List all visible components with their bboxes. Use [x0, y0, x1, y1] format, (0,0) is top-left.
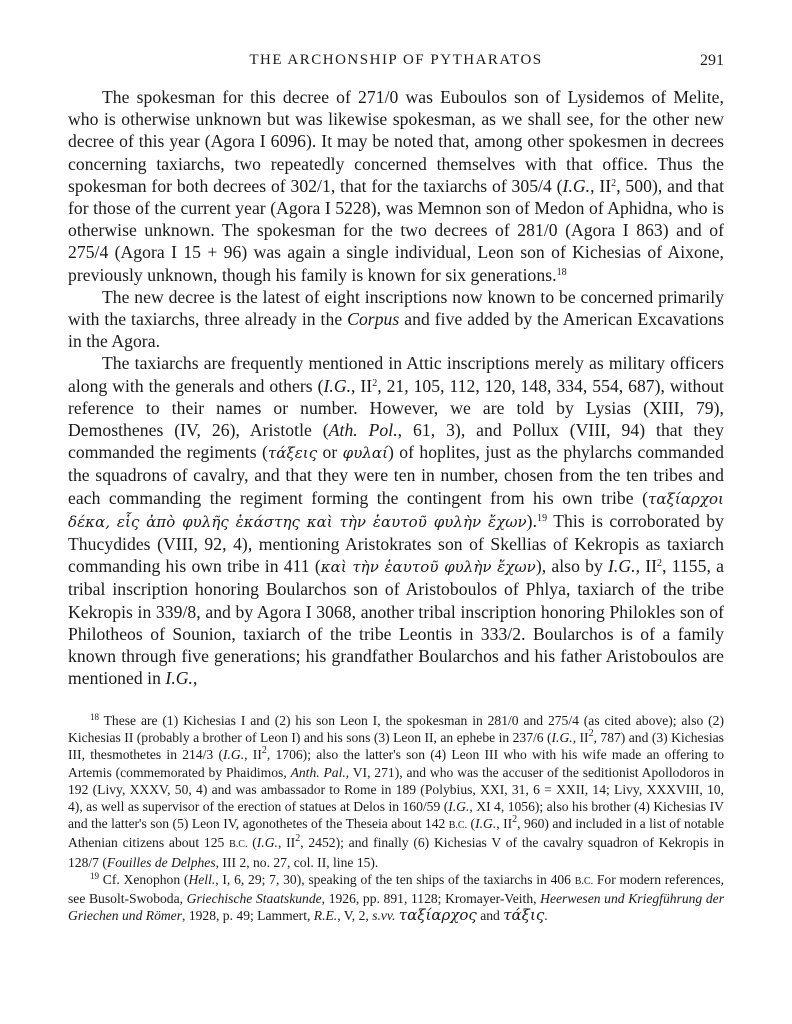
greek-text: τάξις — [503, 906, 545, 925]
page-number: 291 — [700, 52, 724, 69]
main-text — [68, 86, 724, 689]
footnotes — [68, 712, 724, 924]
footnote-ref[interactable]: 19 — [537, 512, 548, 524]
paragraph: The spokesman for this decree of 271/0 was Euboulos son of Lysidemos of Melite, who is otherwise unknown but was likewise spokesman, as we shall see, for the other new decree of this year (Agora I 6096). It may be noted that, among other spokesmen in decrees concerning taxiarchs, two repeatedly concerned themselves with that office. Thus the spokesman for both decrees of 302/1, that for the taxiarchs of 305/4 (I.G., $II^2$, 500), and that for those of the current year (Agora I 5228), was Memnon son of Medon of Aphidna, who is otherwise unknown. The spokesman for the two decrees of 281/0 (Agora I 863) and of 275/4 (Agora I 15 + 96) was again a single individual, Leon son of Kichesias of Aixone, previously unknown, though his family is known for six generations.$^{18}$ — [68, 87, 725, 285]
greek-text: φυλαί — [342, 444, 389, 463]
running-head: THE ARCHONSHIP OF PYTHARATOS — [249, 52, 543, 68]
greek-text: καὶ τὴν ἑαυτοῦ φυλὴν ἔχων — [320, 558, 536, 577]
footnote-19: $^{19}$ Cf. Xenophon (Hell., I, 6, 29; 7, 30), speaking of the ten ships of the taxiarchs in 406 B.C. For modern references, see Busolt-Swoboda, Griechische Staatskunde, 1926, pp. 891, 1128; Kromayer-Veith, Heerwesen und Kriegführung der Griechen und Römer, 1928, p. 49; Lammert, R.E., V, 2, s.vv. ταξίαρχος and τάξις. — [68, 870, 725, 925]
paragraph: The new decree is the latest of eight inscriptions now known to be concerned primarily with the taxiarchs, three already in the Corpus and five added by the American Excavations in the Agora. — [68, 286, 725, 352]
page-header — [0, 52, 792, 74]
greek-text: ταξίαρχοι δέκα, εἷς ἀπὸ φυλῆς ἑκάστης καὶ τὴν ἑαυτοῦ φυλὴν ἔχων — [68, 489, 724, 531]
footnote-18: $^{18}$ These are (1) Kichesias I and (2) his son Leon I, the spokesman in 281/0 and 275/4 (as cited above); also (2) Kichesias II (probably a brother of Leon I) and his sons (3) Leon II, an ephebe in 237/6 (I.G., $II^2$, 787) and (3) Kichesias III, thesmothetes in 214/3 (I.G., $II^2$, 1706); also the latter's son (4) Leon III who with his wife made an offering to Artemis (commemorated by Phaidimos, Anth. Pal., VI, 271), and who was the accuser of the seditionist Apollodoros in 192 (Livy, XXXV, 50, 4) and was ambassador to Rome in 189 (Polybius, XXI, 31, 6 = XXII, 14; Livy, XXXVIII, 10, 4), as well as supervisor of the erection of statues at Delos in 160/59 (I.G., XI 4, 1056); also his brother (4) Kichesias IV and the latter's son (5) Leon IV, agonothetes of the Theseia about 142 B.C. (I.G., $II^2$, 960) and included in a list of notable Athenian citizens about 125 B.C. (I.G., $II^2$, 2452); and finally (6) Kichesias V of the cavalry squadron of Kekropis in 128/7 (Fouilles de Delphes, III 2, no. 27, col. II, line 15). — [68, 712, 725, 870]
greek-text: τάξεις — [267, 444, 318, 463]
footnote-ref[interactable]: 18 — [556, 266, 567, 278]
greek-text: ταξίαρχος — [398, 906, 477, 925]
paragraph: The taxiarchs are frequently mentioned in Attic inscriptions merely as military officers along with the generals and others (I.G., $II^2$, 21, 105, 112, 120, 148, 334, 554, 687), without reference to their names or number. However, we are told by Lysias (XIII, 79), Demosthenes (IV, 26), Aristotle (Ath. Pol., 61, 3), and Pollux (VIII, 94) that they commanded the regiments (τάξεις or φυλαί) of hoplites, just as the phylarchs commanded the squadrons of cavalry, and that they were ten in number, chosen from the ten tribes and each commanding the regiment forming the contingent from his own tribe (ταξίαρχοι δέκα, εἷς ἀπὸ φυλῆς ἑκάστης καὶ τὴν ἑαυτοῦ φυλὴν ἔχων).$^{19}$ This is corroborated by Thucydides (VIII, 92, 4), mentioning Aristokrates son of Skellias of Kekropis as taxiarch commanding his own tribe in 411 (καὶ τὴν ἑαυτοῦ φυλὴν ἔχων), also by I.G., $II^2$, 1155, a tribal inscription honoring Boularchos son of Aristoboulos of Phlya, taxiarch of the tribe Kekropis in 339/8, and by Agora I 3068, another tribal inscription honoring Philokles son of Philotheos of Sounion, taxiarch of the tribe Leontis in 333/2. Boularchos is of a family known through five generations; his grandfather Boularchos and his father Aristoboulos are mentioned in I.G., — [68, 353, 724, 689]
